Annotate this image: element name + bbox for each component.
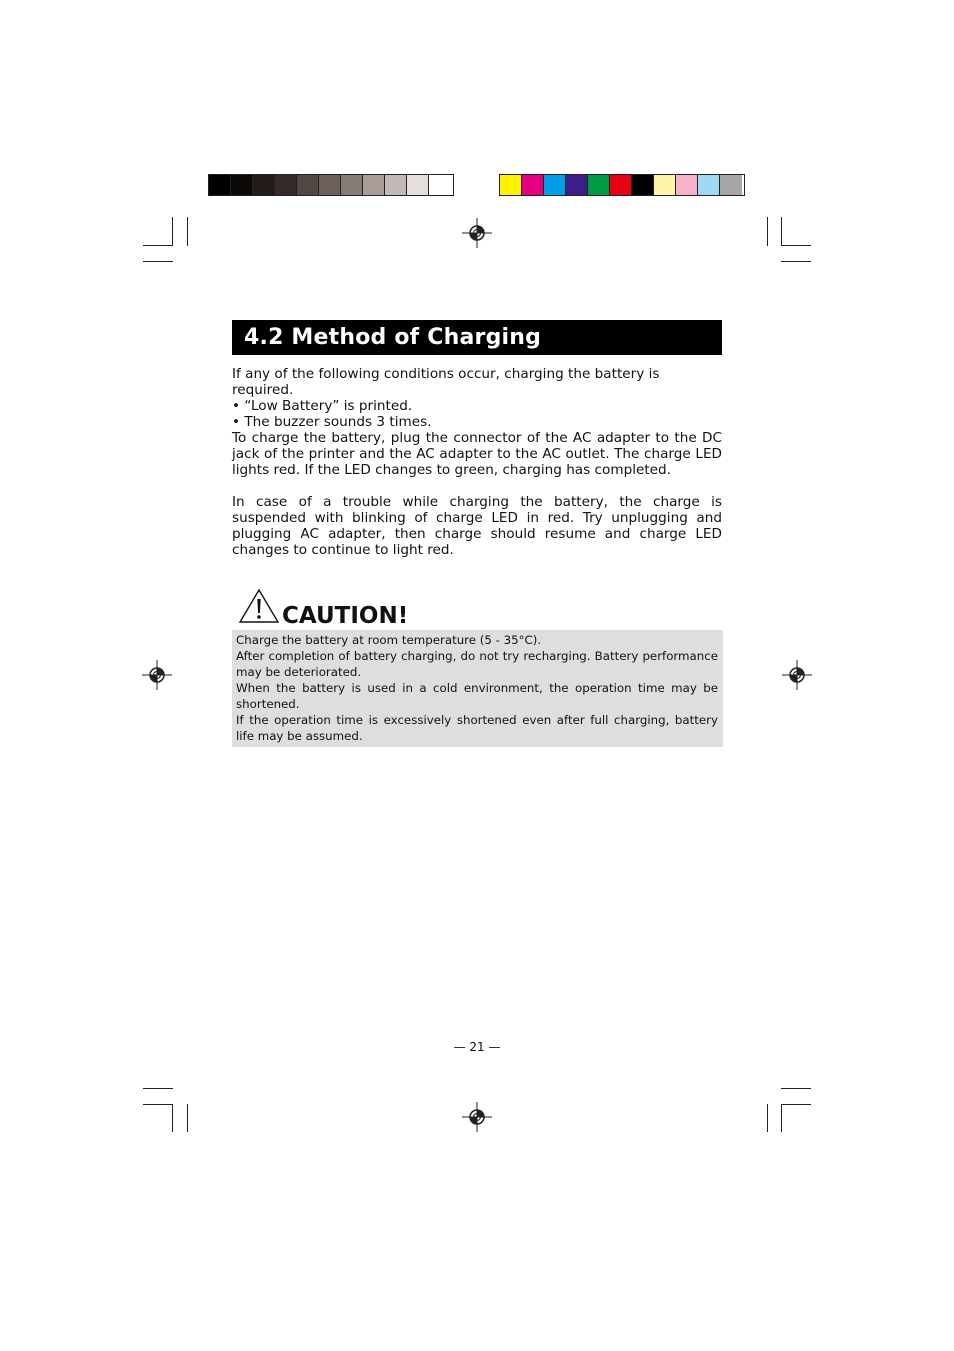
registration-mark-icon [142,660,172,690]
color-swatch [500,175,522,195]
caution-title: CAUTION! [282,603,409,629]
color-swatch [341,175,363,195]
crop-mark [143,1088,173,1089]
caution-item: After completion of battery charging, do not try recharging. Battery performance may be deteriorated. [236,649,718,679]
color-swatch [231,175,253,195]
intro-block [232,366,722,430]
color-swatch [544,175,566,195]
charging-instructions-paragraph: To charge the battery, plug the connector of the AC adapter to the DC jack of the printer and the AC adapter to the AC outlet. The charge LED lights red. If the LED changes to green, charging has completed. [232,430,722,478]
crop-mark [781,1104,811,1105]
registration-mark-icon [782,660,812,690]
trouble-paragraph: In case of a trouble while charging the battery, the charge is suspended with blinking of charge LED in red. Try unplugging and plugging AC adapter, then charge should resume and charge LED changes to continue to light red. [232,494,722,558]
page-number: — 21 — [453,1040,501,1054]
crop-mark [143,1104,173,1105]
color-swatch [297,175,319,195]
color-swatch [319,175,341,195]
color-swatch [429,175,451,195]
color-swatch [720,175,742,195]
registration-mark-icon [462,1102,492,1132]
color-swatch [610,175,632,195]
color-swatch [275,175,297,195]
crop-mark [143,261,173,262]
crop-mark [781,261,811,262]
crop-mark [172,1104,173,1132]
process-color-bar [499,174,745,196]
caution-box [232,630,723,747]
color-swatch [566,175,588,195]
registration-mark-icon [462,218,492,248]
color-swatch [363,175,385,195]
color-swatch [209,175,231,195]
color-swatch [676,175,698,195]
color-swatch [654,175,676,195]
warning-triangle-icon [238,588,280,624]
caution-item: If the operation time is excessively shortened even after full charging, battery life may be assumed. [236,713,718,743]
crop-mark [143,245,173,246]
list-item: • The buzzer sounds 3 times. [232,414,432,430]
color-swatch [632,175,654,195]
color-swatch [385,175,407,195]
color-swatch [698,175,720,195]
crop-mark [172,217,173,246]
section-title: 4.2 Method of Charging [232,320,722,355]
color-swatch [253,175,275,195]
color-swatch [407,175,429,195]
crop-mark [767,217,768,246]
caution-item: When the battery is used in a cold environment, the operation time may be shortened. [236,681,718,711]
crop-mark [781,217,782,246]
color-swatch [522,175,544,195]
crop-mark [187,1104,188,1132]
grayscale-color-bar [208,174,454,196]
intro-text: If any of the following conditions occur, charging the battery is required. [232,366,660,398]
caution-item: Charge the battery at room temperature (5 - 35°C). [236,633,542,647]
crop-mark [781,245,811,246]
crop-mark [767,1104,768,1132]
color-swatch [588,175,610,195]
crop-mark [781,1088,811,1089]
crop-mark [781,1104,782,1132]
list-item: • “Low Battery” is printed. [232,398,413,414]
crop-mark [187,217,188,246]
